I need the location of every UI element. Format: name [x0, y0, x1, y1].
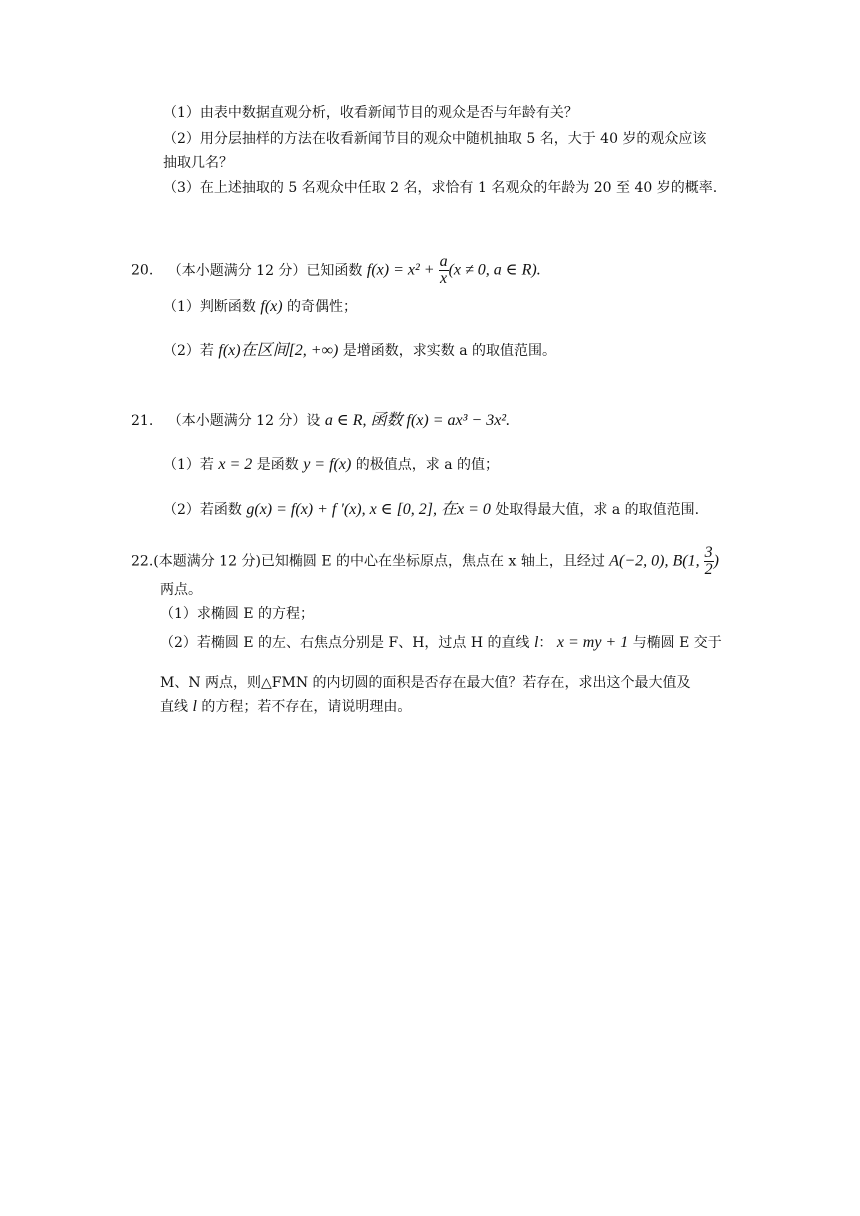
q20-part2-text-end: 是增函数，求实数 a 的取值范围。	[342, 343, 557, 359]
q21-part1-text: （1）若	[163, 457, 214, 473]
q19-part2-line1: （2）用分层抽样的方法在收看新闻节目的观众中随机抽取 5 名，大于 40 岁的观众应该	[163, 131, 707, 147]
q22-points-end: )	[713, 552, 719, 570]
q20-part1-text: （1）判断函数	[163, 299, 256, 315]
q22-part1: （1）求椭圆 E 的方程；	[160, 606, 315, 622]
q21-part1-text-end: 的极值点，求 a 的值；	[355, 457, 499, 473]
q22-part2-colon: ：	[538, 635, 553, 651]
q20-part1-text-end: 的奇偶性；	[287, 299, 358, 315]
q20-part2	[163, 341, 556, 361]
q19-part2-line2: 抽取几名？	[163, 155, 233, 171]
q20-function: f(x) = x² +	[366, 261, 439, 279]
q21-header: （本小题满分 12 分）设	[167, 413, 321, 429]
q19-part3: （3）在上述抽取的 5 名观众中任取 2 名，求恰有 1 名观众的年龄为 20 至 40 岁的概率.	[163, 180, 718, 196]
q22-header: (本题满分 12 分)已知椭圆 E 的中心在坐标原点，焦点在 x 轴上，且经过	[153, 553, 605, 570]
q20-header: （本小题满分 12 分）已知函数	[167, 262, 363, 279]
q20-stem	[131, 254, 541, 287]
q22-part2-line3-text: 直线	[160, 699, 188, 715]
q21-part1	[163, 455, 499, 475]
q21-part2-text-end: 处取得最大值，求 a 的取值范围.	[495, 502, 700, 518]
q22-fraction-denominator: 2	[704, 561, 713, 578]
q22-line-symbol: l	[533, 634, 539, 651]
q20-fraction-numerator: a	[439, 253, 448, 270]
q22-part2-line3	[160, 697, 411, 717]
q20-number: 20.	[131, 262, 154, 279]
q20-part1-math: f(x)	[260, 298, 283, 315]
q22-part2-line2: M、N 两点，则△FMN 的内切圆的面积是否存在最大值？若存在，求出这个最大值及	[160, 675, 691, 691]
q22-points: A(−2, 0), B(1,	[609, 552, 704, 570]
q22-part2-line3-text-end: 的方程；若不存在，请说明理由。	[201, 699, 412, 715]
q22-line-symbol-2: l	[192, 698, 197, 715]
q22-fraction	[704, 545, 714, 578]
q22-part2-text-end: 与椭圆 E 交于	[632, 635, 722, 651]
q21-function: a ∈ R, 函数 f(x) = ax³ − 3x².	[324, 412, 511, 429]
q22-stem	[131, 545, 719, 578]
q22-part2-math: x = my + 1	[556, 634, 629, 651]
q22-stem-cont: 两点。	[160, 582, 202, 598]
q21-number: 21.	[131, 413, 154, 429]
q20-part2-math: f(x)在区间[2, +∞)	[218, 342, 339, 359]
q22-part2-text: （2）若椭圆 E 的左、右焦点分别是 F、H，过点 H 的直线	[160, 635, 530, 651]
q20-condition: (x ≠ 0, a ∈ R).	[448, 261, 541, 279]
q19-part1: （1）由表中数据直观分析，收看新闻节目的观众是否与年龄有关？	[163, 105, 578, 121]
q21-part1-math2: y = f(x)	[303, 456, 352, 473]
q21-part1-math1: x = 2	[218, 456, 253, 473]
q20-part1	[163, 297, 357, 317]
q20-fraction	[439, 254, 449, 287]
q21-part1-text-mid: 是函数	[256, 457, 299, 473]
q20-fraction-denominator: x	[440, 270, 448, 287]
q22-number: 22.	[131, 553, 154, 570]
q21-part2-math: g(x) = f(x) + f ′(x), x ∈ [0, 2], 在x = 0	[246, 501, 491, 518]
q21-stem	[131, 411, 510, 431]
q21-part2-text: （2）若函数	[163, 502, 242, 518]
q22-part2-line1	[160, 633, 722, 653]
q20-part2-text: （2）若	[163, 343, 214, 359]
q22-fraction-numerator: 3	[704, 544, 713, 561]
q21-part2	[163, 500, 699, 520]
